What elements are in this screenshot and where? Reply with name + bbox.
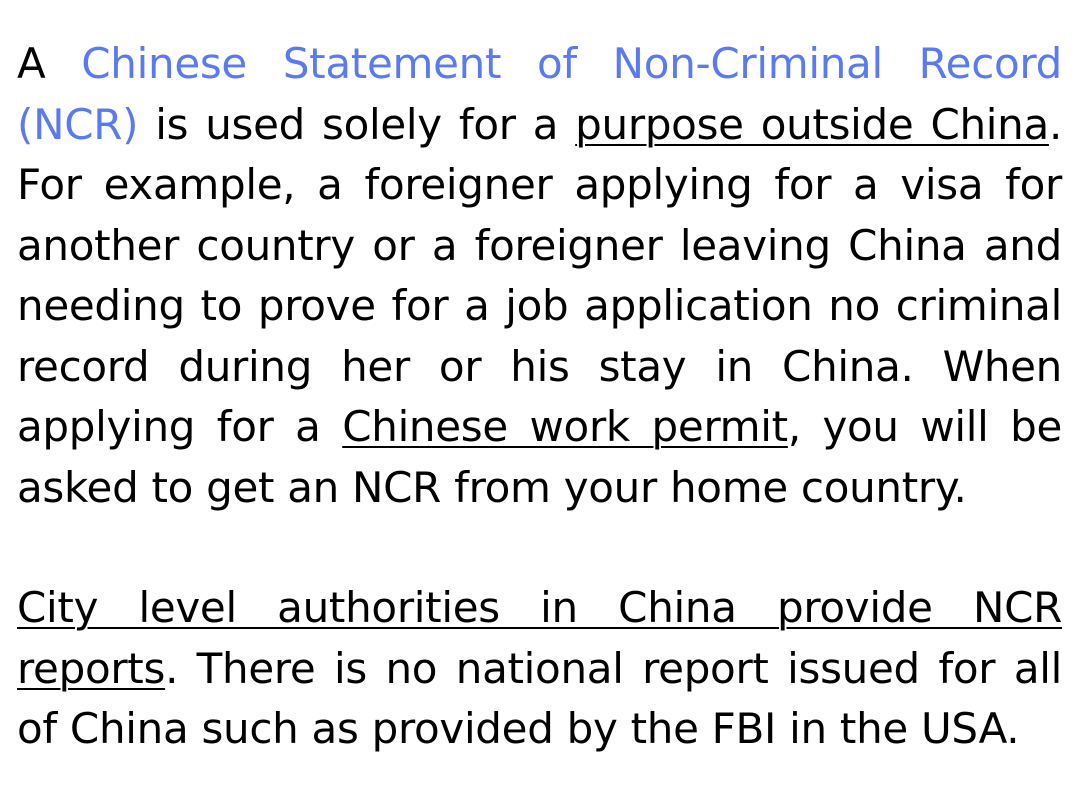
text-segment: . There is no national report issued for all of China such as provided by the FBI in the USA. <box>17 643 1062 753</box>
link-chinese-work-permit[interactable]: Chinese work permit <box>342 402 788 451</box>
link-purpose-outside-china[interactable]: purpose outside China <box>575 99 1049 149</box>
paragraph-ncr-intro <box>17 34 1062 518</box>
link-chinese-statement-ncr[interactable]: Chinese Statement of Non-Criminal Record (NCR) <box>17 39 1062 149</box>
paragraph-city-authorities <box>17 578 1062 760</box>
text-segment: is used solely for a <box>138 99 576 149</box>
link-city-level-authorities[interactable]: City level authorities in China provide NCR reports <box>17 583 1062 693</box>
text-segment: , you will be asked to get an NCR from your home country. <box>17 402 1062 512</box>
text-segment: A <box>17 39 82 88</box>
text-segment: . For example, a foreigner applying for a visa for another country or a foreigner leaving China and needing to prove for a job application no criminal record during her or his stay in China. When applying for a <box>17 99 1062 451</box>
